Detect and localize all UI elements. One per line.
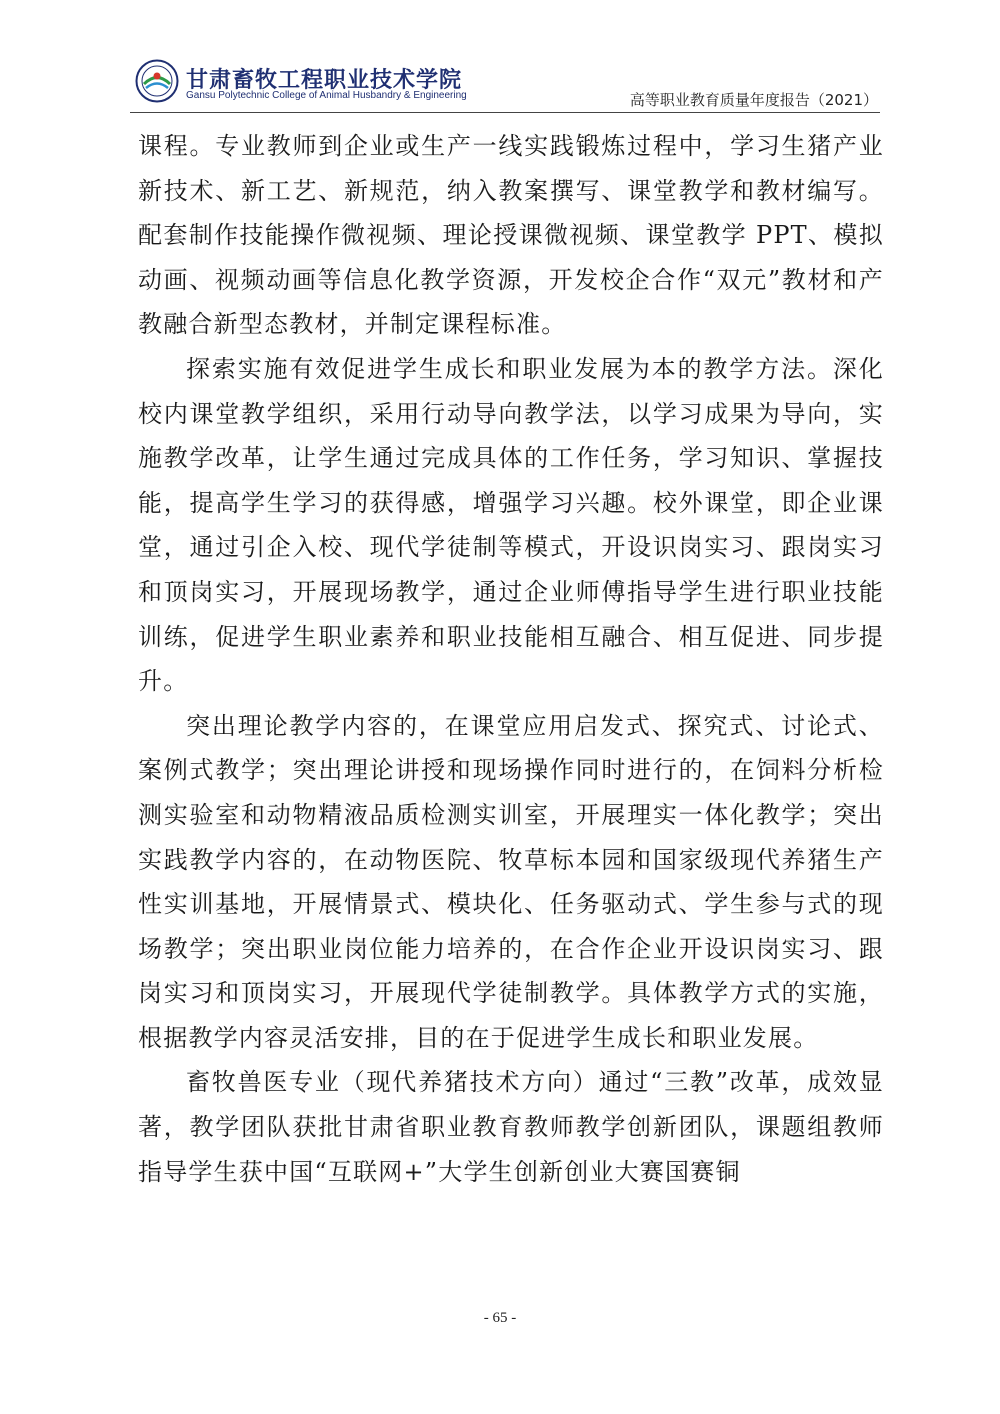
school-name-english: Gansu Polytechnic College of Animal Husbandry & Engineering [186, 90, 467, 101]
paragraph-reform-results: 畜牧兽医专业（现代养猪技术方向）通过“三教”改革，成效显著，教学团队获批甘肃省职业教育教师教学创新团队，课题组教师指导学生获中国“互联网+”大学生创新创业大赛国赛铜 [138, 1068, 884, 1186]
paragraph-teaching-methods: 探索实施有效促进学生成长和职业发展为本的教学方法。深化校内课堂教学组织，采用行动导向教学法，以学习成果为导向，实施教学改革，让学生通过完成具体的工作任务，学习知识、掌握技能，提高学生学习的获得感，增强学习兴趣。校外课堂，即企业课堂，通过引企入校、现代学徒制等模式，开设识岗实习、跟岗实习和顶岗实习，开展现场教学，通过企业师傅指导学生进行职业技能训练，促进学生职业素养和职业技能相互融合、相互促进、同步提升。 [138, 354, 884, 696]
body-text [138, 124, 884, 1194]
page-header [130, 55, 880, 113]
college-emblem-icon [135, 59, 179, 103]
header-divider [130, 112, 880, 113]
paragraph-continued: 课程。专业教师到企业或生产一线实践锻炼过程中，学习生猪产业新技术、新工艺、新规范，纳入教案撰写、课堂教学和教材编写。配套制作技能操作微视频、理论授课微视频、课堂教学 PPT、模拟动画、视频动画等信息化教学资源，开发校企合作“双元”教材和产教融合新型态教材，并制定课程标准。 [138, 132, 884, 339]
paragraph-teaching-content: 突出理论教学内容的，在课堂应用启发式、探究式、讨论式、案例式教学；突出理论讲授和现场操作同时进行的，在饲料分析检测实验室和动物精液品质检测实训室，开展理实一体化教学；突出实践教学内容的，在动物医院、牧草标本园和国家级现代养猪生产性实训基地，开展情景式、模块化、任务驱动式、学生参与式的现场教学；突出职业岗位能力培养的，在合作企业开设识岗实习、跟岗实习和顶岗实习，开展现代学徒制教学。具体教学方式的实施，根据教学内容灵活安排，目的在于促进学生成长和职业发展。 [138, 711, 884, 1052]
page-number: - 65 - [483, 1310, 517, 1326]
report-title: 高等职业教育质量年度报告（2021） [629, 91, 878, 109]
school-name-chinese: 甘肃畜牧工程职业技术学院 [186, 68, 463, 93]
